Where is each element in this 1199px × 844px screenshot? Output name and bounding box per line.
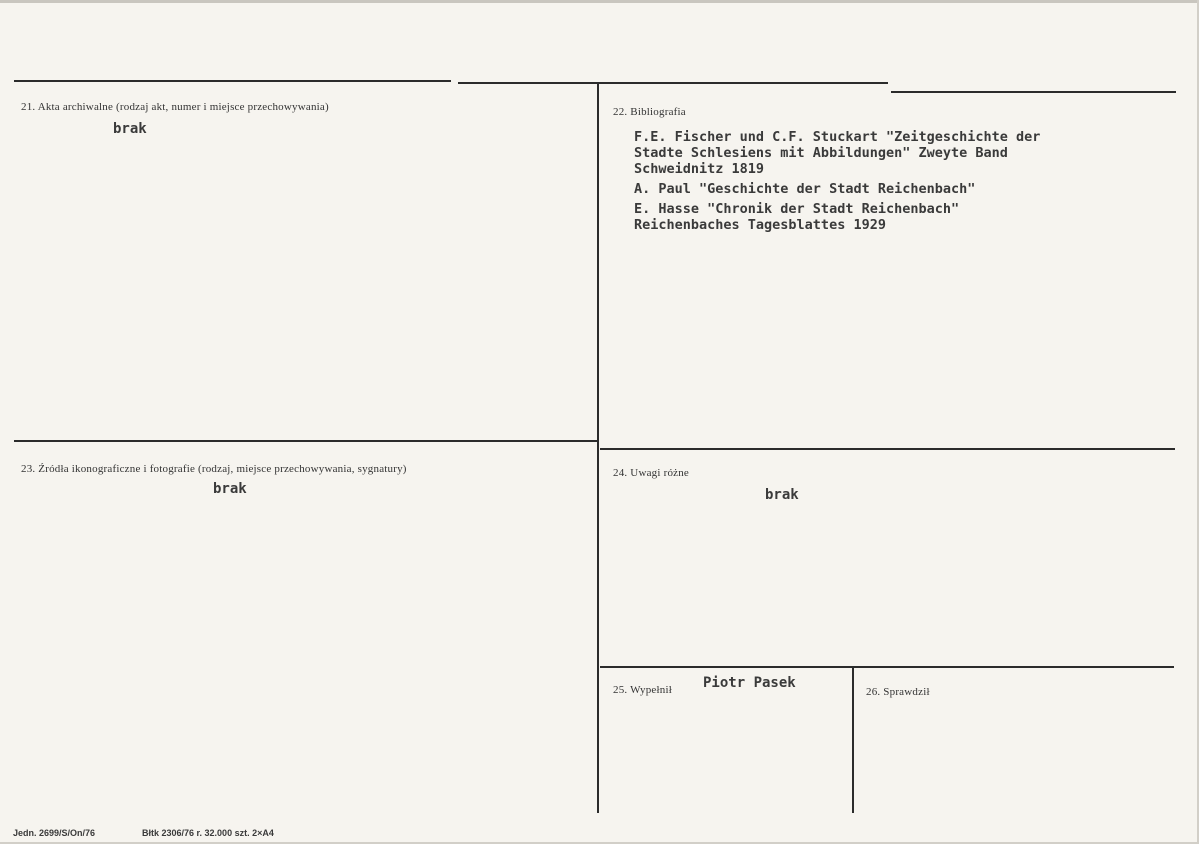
- section-23-label: 23. Źródła ikonograficzne i fotografie (rodzaj, miejsce przechowywania, sygnatury): [21, 463, 407, 475]
- section-26-label: 26. Sprawdził: [866, 686, 930, 698]
- print-code: Jedn. 2699/S/On/76: [13, 828, 96, 838]
- section-25-label: 25. Wypełnił: [613, 684, 672, 696]
- bibliography-list: [634, 129, 1164, 237]
- bibliography-entry-3: E. Hasse "Chronik der Stadt Reichenbach" Reichenbaches Tagesblattes 1929: [634, 201, 960, 233]
- section-24-value: brak: [765, 487, 799, 503]
- section-22-label: 22. Bibliografia: [613, 106, 686, 118]
- top-rule-left: [14, 80, 451, 82]
- middle-rule-right: [600, 448, 1175, 450]
- top-rule-right: [891, 91, 1176, 93]
- section-21-value: brak: [113, 121, 147, 137]
- bibliography-entry-2: A. Paul "Geschichte der Stadt Reichenbach": [634, 181, 976, 197]
- signature-divider: [852, 667, 854, 813]
- signature-rule: [600, 666, 1174, 668]
- paper-edge-top: [0, 0, 1199, 3]
- section-23-value: brak: [213, 481, 247, 497]
- section-25-value: Piotr Pasek: [703, 675, 796, 691]
- bibliography-entry-1: F.E. Fischer und C.F. Stuckart "Zeitgeschichte der Stadte Schlesiens mit Abbildungen" Zweyte Band Schweidnitz 1819: [634, 129, 1041, 177]
- section-21-label: 21. Akta archiwalne (rodzaj akt, numer i miejsce przechowywania): [21, 101, 329, 113]
- center-divider: [597, 83, 599, 813]
- section-24-label: 24. Uwagi różne: [613, 467, 690, 479]
- top-rule-middle: [458, 82, 888, 84]
- middle-rule-left: [14, 440, 597, 442]
- print-run: Błtk 2306/76 r. 32.000 szt. 2×A4: [142, 828, 274, 838]
